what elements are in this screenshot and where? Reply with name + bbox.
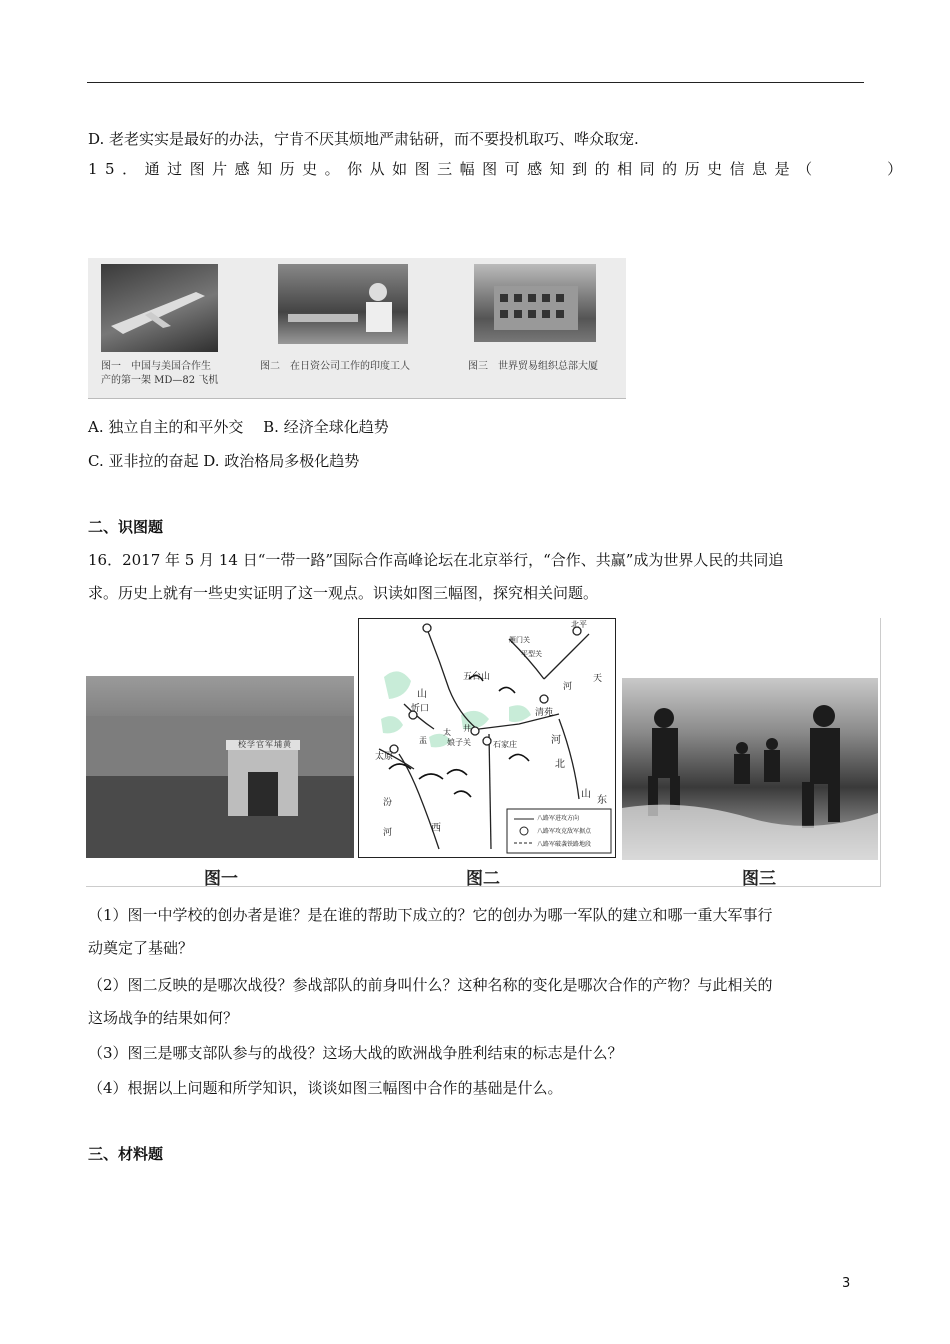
map-label-wutaishan: 五台山 xyxy=(463,672,491,682)
q16-stem-1: 16．2017 年 5 月 14 日“一带一路”国际合作高峰论坛在北京举行，“合作、共赢”成为世界人民的共同追 xyxy=(88,551,784,569)
q15-fig3-caption: 图三 世界贸易组织总部大厦 xyxy=(468,361,598,372)
map-label-beiping: 北平 xyxy=(571,620,587,629)
map-label-he2: 河 xyxy=(563,682,573,692)
q16-photo-normandy-landing xyxy=(622,678,878,860)
worker-icon xyxy=(278,264,408,344)
map-label-fen: 汾 xyxy=(383,798,393,808)
q15-options-ab: A. 独立自主的和平外交 B. 经济全球化趋势 xyxy=(88,418,389,436)
map-label-yanmen: 雁门关 xyxy=(509,636,530,644)
map-legend-2: 八路军攻克敌军据点 xyxy=(537,828,592,835)
q16-sub4: （4）根据以上问题和所学知识，谈谈如图三幅图中合作的基础是什么。 xyxy=(88,1079,563,1097)
map-label-dong: 东 xyxy=(597,795,607,806)
map-label-tianjin: 天 xyxy=(593,674,603,684)
building-icon xyxy=(474,264,596,342)
q15-photo-wto-building xyxy=(474,264,596,342)
q15-fig2-caption: 图二 在日资公司工作的印度工人 xyxy=(260,361,410,372)
q16-fig1-caption: 图一 xyxy=(204,869,238,889)
q15-photo-airplane xyxy=(101,264,218,352)
map-label-taiyuan: 太原 xyxy=(375,752,394,762)
q15-fig1-caption-1: 图一 中国与美国合作生 xyxy=(101,361,211,372)
map-label-shan1: 山 xyxy=(417,689,427,700)
q15-fig1-caption-2: 产的第一架 MD—82 飞机 xyxy=(101,375,219,386)
q16-photo-whampoa-academy xyxy=(86,676,354,858)
header-rule xyxy=(87,82,864,83)
section-2-title: 二、识图题 xyxy=(88,518,164,536)
map-label-shan2: 山 xyxy=(581,789,591,800)
map-label-niangziguan: 娘子关 xyxy=(447,738,471,747)
soldiers-icon xyxy=(622,678,878,860)
map-label-qingyuan: 清苑 xyxy=(535,708,554,718)
q15-photo-workers xyxy=(278,264,408,344)
map-label-he1: 河 xyxy=(551,735,561,746)
q15-figure-strip xyxy=(88,258,626,399)
q16-stem-2: 求。历史上就有一些史实证明了这一观点。识读如图三幅图，探究相关问题。 xyxy=(88,584,599,602)
gate-building-icon xyxy=(86,676,354,858)
q16-sub2-line2: 这场战争的结果如何？ xyxy=(88,1009,239,1027)
map-legend-3: 八路军破袭铁路地段 xyxy=(537,841,592,848)
q16-fig3-caption: 图三 xyxy=(742,869,776,889)
q16-sub3: （3）图三是哪支部队参与的战役？这场大战的欧洲战争胜利结束的标志是什么？ xyxy=(88,1044,623,1062)
q16-sub2-line1: （2）图二反映的是哪次战役？参战部队的前身叫什么？这种名称的变化是哪次合作的产物？与此相关的 xyxy=(88,976,773,994)
map-label-xi: 西 xyxy=(431,823,441,834)
q15-stem: 15．通过图片感知历史。你从如图三幅图可感知到的相同的历史信息是（ ） xyxy=(88,160,910,178)
q16-fig1-sign: 校学官军埔黄 xyxy=(238,740,292,749)
map-label-pingxing: 平型关 xyxy=(521,650,542,658)
map-label-yu: 盂 xyxy=(419,736,427,745)
map-label-xinkou: 忻口 xyxy=(411,704,430,714)
q14-option-d: D. 老老实实是最好的办法，宁肯不厌其烦地严肃钻研，而不要投机取巧、哗众取宠. xyxy=(88,130,639,148)
q16-figure-group xyxy=(86,618,881,887)
map-label-tai: 太 xyxy=(443,728,451,737)
map-label-bei: 北 xyxy=(555,759,565,770)
q16-map xyxy=(358,618,616,858)
map-label-he3: 河 xyxy=(383,828,393,838)
map-label-shijiazhuang: 石家庄 xyxy=(493,740,517,749)
q16-sub1-line2: 动奠定了基础？ xyxy=(88,939,194,957)
airplane-icon xyxy=(101,264,218,352)
q15-options-cd: C. 亚非拉的奋起 D. 政治格局多极化趋势 xyxy=(88,452,360,470)
q16-fig2-caption: 图二 xyxy=(466,869,500,889)
q16-sub1-line1: （1）图一中学校的创办者是谁？是在谁的帮助下成立的？它的创办为哪一军队的建立和哪一重大军事行 xyxy=(88,906,773,924)
section-3-title: 三、材料题 xyxy=(88,1145,164,1163)
map-legend-1: 八路军进攻方向 xyxy=(537,815,580,822)
page-number: 3 xyxy=(842,1276,851,1291)
map-label-jing: 井 xyxy=(463,724,471,733)
